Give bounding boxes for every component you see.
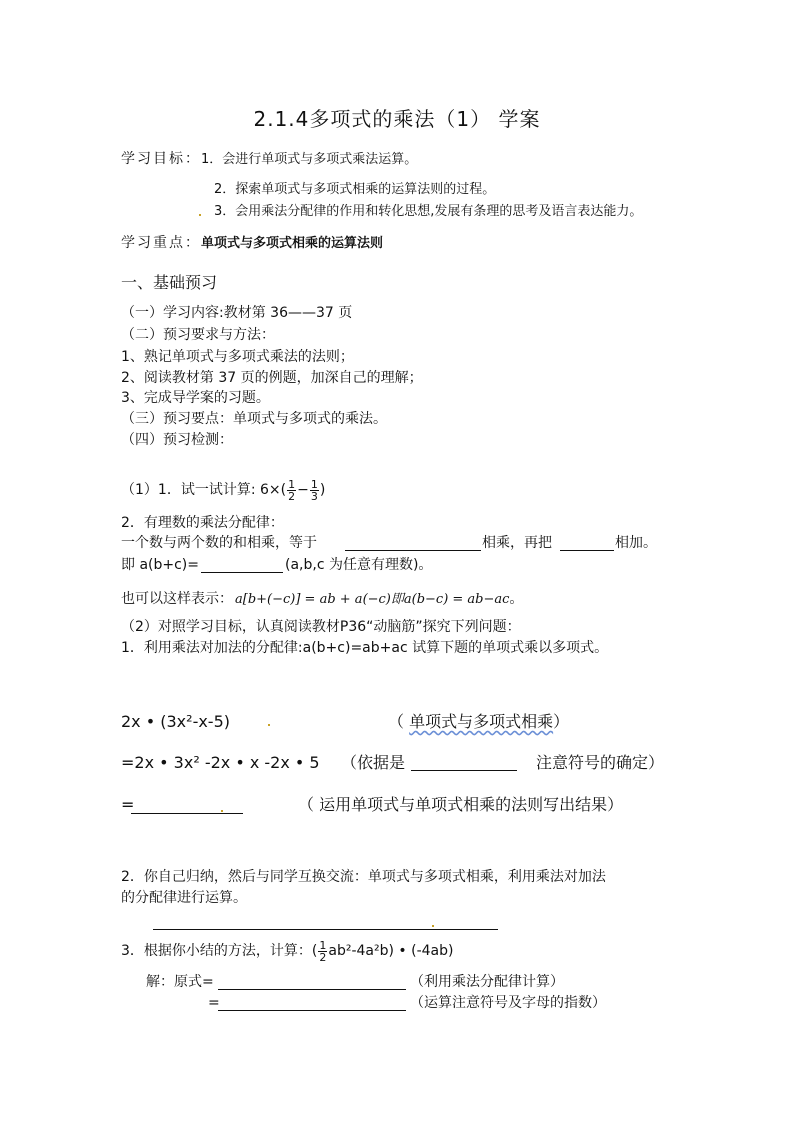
preview-requirement-2: 2、阅读教材第 37 页的例题，加深自己的理解；	[121, 370, 423, 386]
question-3-expression: ab²-4a²b) • (-4ab)	[328, 943, 454, 959]
fraction-denominator: 2	[319, 950, 327, 964]
solution-label: 解：原式=	[146, 974, 214, 990]
preview-requirement-1: 1、熟记单项式与多项式乘法的法则；	[121, 349, 354, 365]
preview-check: （四）预习检测：	[121, 432, 233, 448]
fraction-half	[287, 479, 296, 502]
goal-item-2: 2．探索单项式与多项式相乘的运算法则的过程。	[214, 182, 496, 197]
preview-requirement-3: 3、完成导学案的习题。	[121, 390, 270, 406]
fraction-numerator: 1	[310, 477, 318, 491]
minus-sign: −	[297, 482, 309, 498]
question-3-lead: 3．根据你小结的方法，计算：(	[121, 943, 318, 959]
section-heading: 一、基础预习	[121, 273, 218, 292]
question-2-title: 2．有理数的乘法分配律：	[121, 515, 284, 531]
answer-blank-6[interactable]	[153, 929, 498, 930]
decorative-dot	[268, 724, 270, 726]
close-paren: )	[319, 482, 326, 498]
preview-points: （三）预习要点：单项式与多项式的乘法。	[121, 411, 387, 427]
part-2-intro: （2）对照学习目标，认真阅读教材P36“动脑筋”探究下列问题：	[121, 619, 521, 635]
example-note-close: ）	[553, 712, 570, 731]
solution-note-2: （运算注意符号及字母的指数）	[410, 995, 606, 1011]
fraction-numerator: 1	[319, 938, 327, 952]
answer-blank-5[interactable]	[131, 813, 243, 814]
example-step-1: =2x • 3x² -2x • x -2x • 5	[121, 753, 320, 772]
question-2-text-c: 相加。	[615, 535, 657, 551]
question-2-text: 一个数与两个数的和相乘，等于	[121, 535, 317, 551]
answer-blank-1[interactable]	[345, 550, 481, 551]
question-1	[121, 475, 325, 505]
answer-blank-3[interactable]	[201, 572, 283, 573]
question-2-text-b: 相乘，再把	[482, 535, 552, 551]
fraction-denominator: 2	[288, 489, 296, 503]
goal-item-1: 1．会进行单项式与多项式乘法运算。	[201, 152, 418, 167]
example-step-1-note: （依据是	[341, 753, 406, 772]
decorative-dot	[432, 925, 434, 927]
example-step-2-note: （ 运用单项式与单项式相乘的法则写出结果）	[298, 795, 624, 814]
question-1-lead: （1）1．试一试计算: 6×(	[121, 482, 287, 498]
decorative-dot	[221, 810, 223, 812]
fraction-denominator: 3	[310, 489, 318, 503]
answer-blank-4[interactable]	[411, 770, 517, 771]
example-note-text: 单项式与多项式相乘	[409, 712, 554, 731]
example-note-open: （	[388, 712, 410, 731]
example-note	[388, 711, 569, 733]
decorative-dot	[199, 214, 201, 216]
fraction-half	[318, 940, 327, 963]
goal-item-3: 3．会用乘法分配律的作用和转化思想,发展有条理的思考及语言表达能力。	[214, 204, 643, 219]
solution-note-1: （利用乘法分配律计算）	[410, 974, 564, 990]
distributive-formula: a[b+(−c)] = ab + a(−c)即a(b−c) = ab−ac	[235, 592, 510, 607]
goals-block	[121, 150, 417, 169]
question-2-line-3-end: 。	[509, 591, 524, 607]
summary-line-1: 2．你自己归纳，然后与同学互换交流：单项式与多项式相乘，利用乘法对加法	[121, 869, 606, 885]
solution-equals: =	[208, 995, 220, 1011]
example-step-1-note-2: 注意符号的确定）	[536, 753, 665, 772]
answer-blank-7[interactable]	[218, 989, 406, 990]
question-2-line-1	[121, 534, 317, 552]
focus-block	[121, 234, 383, 253]
answer-blank-2[interactable]	[560, 550, 614, 551]
question-3	[121, 936, 453, 966]
example-expression: 2x • (3x²-x-5)	[121, 712, 230, 731]
example-step-2: =	[121, 795, 135, 814]
page-title: 2.1.4多项式的乘法（1） 学案	[253, 107, 541, 131]
question-2-line-3	[121, 590, 523, 609]
summary-line-2: 的分配律进行运算。	[121, 890, 247, 906]
goals-label: 学习目标：	[121, 151, 201, 167]
part-2-item-1: 1．利用乘法对加法的分配律:a(b+c)=ab+ac 试算下题的单项式乘以多项式。	[121, 640, 609, 656]
answer-blank-8[interactable]	[218, 1010, 406, 1011]
preview-content: （一）学习内容:教材第 36——37 页	[121, 305, 353, 321]
fraction-numerator: 1	[288, 477, 296, 491]
question-2-line-3-lead: 也可以这样表示：	[121, 591, 233, 607]
focus-label: 学习重点：	[121, 235, 201, 251]
question-2-line-2b: (a,b,c 为任意有理数)。	[285, 557, 433, 573]
preview-requirements-title: （二）预习要求与方法：	[121, 327, 275, 343]
fraction-third	[310, 479, 319, 502]
question-2-line-2a: 即 a(b+c)=	[121, 557, 199, 573]
focus-text: 单项式与多项式相乘的运算法则	[201, 236, 384, 251]
